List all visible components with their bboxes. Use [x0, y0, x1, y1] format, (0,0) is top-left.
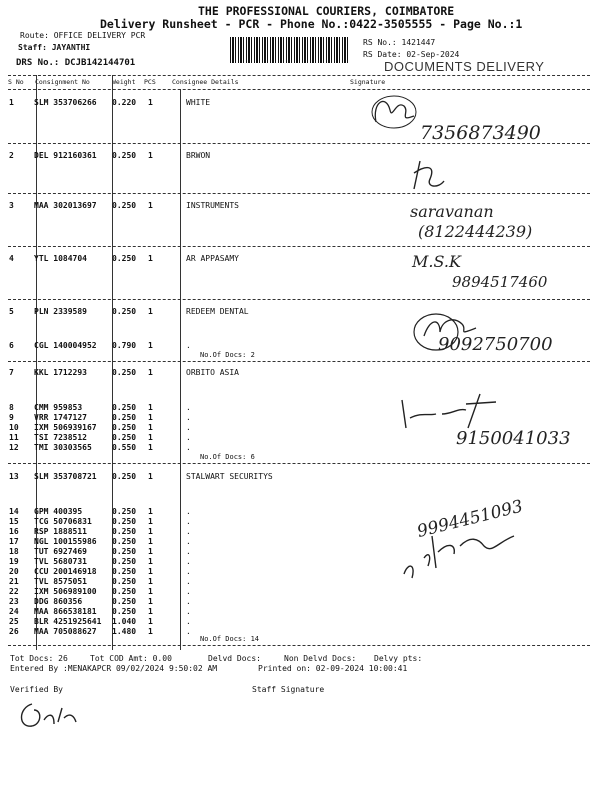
row-consignment-number: TVL 8575051: [34, 577, 87, 586]
docs-count-group-3: No.Of Docs: 14: [200, 635, 260, 643]
row-pieces: 1: [148, 341, 153, 350]
col-signature: Signature: [350, 78, 386, 86]
row-pieces: 1: [148, 307, 153, 316]
row-consignment-number: BLR 4251925641: [34, 617, 102, 626]
row-weight: 0.250: [112, 587, 137, 596]
consignee-dot: .: [186, 403, 191, 412]
row-weight: 0.250: [112, 151, 137, 160]
row-pieces: 1: [148, 507, 153, 516]
handwritten-phone-7: 9150041033: [456, 428, 571, 449]
row-weight: 0.250: [112, 368, 137, 377]
row-serial-number: 10: [9, 423, 19, 432]
row-consignment-number: KKL 1712293: [34, 368, 87, 377]
docs-count-group-2: No.Of Docs: 6: [200, 453, 255, 461]
delivered-docs: Delvd Docs:: [208, 654, 261, 663]
consignee-dot: .: [186, 607, 191, 616]
row-pieces: 1: [148, 557, 153, 566]
header-bottom-rule: [8, 89, 590, 90]
row-weight: 0.250: [112, 537, 137, 546]
row-weight: 1.040: [112, 617, 137, 626]
row-pieces: 1: [148, 517, 153, 526]
row-weight: 0.250: [112, 577, 137, 586]
row-pieces: 1: [148, 537, 153, 546]
row-pieces: 1: [148, 567, 153, 576]
handwritten-phone-5: 9092750700: [438, 334, 553, 355]
row-consignment-number: YTL 1084704: [34, 254, 87, 263]
row-pieces: 1: [148, 547, 153, 556]
consignee-dot: .: [186, 627, 191, 636]
table-bottom-rule: [8, 645, 590, 646]
row-pieces: 1: [148, 423, 153, 432]
row-serial-number: 3: [9, 201, 14, 210]
row-consignment-number: MAA 705088627: [34, 627, 97, 636]
consignee-dot: .: [186, 433, 191, 442]
row-serial-number: 17: [9, 537, 19, 546]
consignee-3: INSTRUMENTS: [186, 201, 239, 210]
row-weight: 0.790: [112, 341, 137, 350]
row-serial-number: 11: [9, 433, 19, 442]
route-label: Route: OFFICE DELIVERY PCR: [20, 31, 146, 40]
non-delivered-docs: Non Delvd Docs:: [284, 654, 357, 663]
row-weight: 0.250: [112, 433, 137, 442]
row-consignment-number: MAA 302013697: [34, 201, 97, 210]
row-weight: 0.250: [112, 472, 137, 481]
barcode-image: [230, 37, 350, 63]
row-weight: 0.250: [112, 547, 137, 556]
consignee-dot: .: [186, 443, 191, 452]
row-serial-number: 6: [9, 341, 14, 350]
staff-signature-label: Staff Signature: [252, 685, 325, 694]
row-consignment-number: TSI 7238512: [34, 433, 87, 442]
row-serial-number: 12: [9, 443, 19, 452]
row-pieces: 1: [148, 627, 153, 636]
col-consignee: Consignee Details: [172, 78, 239, 86]
row-serial-number: 19: [9, 557, 19, 566]
col-pcs: PCS: [144, 78, 156, 86]
row-pieces: 1: [148, 413, 153, 422]
rs-date: RS Date: 02-Sep-2024: [363, 50, 460, 59]
row-serial-number: 1: [9, 98, 14, 107]
row-consignment-number: VRR 1747127: [34, 413, 87, 422]
consignee-7: ORBITO ASIA: [186, 368, 239, 377]
entered-by: Entered By :MENAKAPCR 09/02/2024 9:50:02 AM: [10, 664, 218, 673]
row-pieces: 1: [148, 403, 153, 412]
consignee-13: STALWART SECURITYS: [186, 472, 273, 481]
row-consignment-number: GPM 400395: [34, 507, 83, 516]
row-rule-2: [8, 193, 590, 194]
row-weight: 0.250: [112, 597, 137, 606]
row-pieces: 1: [148, 617, 153, 626]
row-serial-number: 18: [9, 547, 19, 556]
row-consignment-number: DDG 860356: [34, 597, 83, 606]
total-cod-amount: Tot COD Amt: 0.00: [90, 654, 172, 663]
row-rule-6: [8, 463, 590, 464]
consignee-dot: .: [186, 577, 191, 586]
row-serial-number: 16: [9, 527, 19, 536]
consignee-5: REDEEM DENTAL: [186, 307, 249, 316]
consignee-dot: .: [186, 567, 191, 576]
consignee-2: BRWON: [186, 151, 211, 160]
consignee-dot: .: [186, 413, 191, 422]
row-consignment-number: CGL 140004952: [34, 341, 97, 350]
row-pieces: 1: [148, 254, 153, 263]
consignee-1: WHITE: [186, 98, 211, 107]
verified-by-label: Verified By: [10, 685, 63, 694]
handwritten-phone-3: (8122444239): [418, 222, 533, 241]
row-pieces: 1: [148, 98, 153, 107]
row-serial-number: 5: [9, 307, 14, 316]
row-rule-5: [8, 361, 590, 362]
consignee-dot: .: [186, 517, 191, 526]
row-serial-number: 23: [9, 597, 19, 606]
row-pieces: 1: [148, 607, 153, 616]
consignee-4: AR APPASAMY: [186, 254, 239, 263]
row-serial-number: 4: [9, 254, 14, 263]
row-weight: 0.250: [112, 423, 137, 432]
row-pieces: 1: [148, 597, 153, 606]
handwritten-name-4: M.S.K: [412, 252, 461, 271]
handwritten-name-3: saravanan: [410, 202, 494, 221]
row-serial-number: 25: [9, 617, 19, 626]
row-weight: 1.480: [112, 627, 137, 636]
row-weight: 0.550: [112, 443, 137, 452]
row-consignment-number: CCU 200146918: [34, 567, 97, 576]
row-serial-number: 7: [9, 368, 14, 377]
handwritten-phone-13: 9994451093: [415, 496, 525, 542]
row-pieces: 1: [148, 368, 153, 377]
row-weight: 0.250: [112, 413, 137, 422]
consignee-6-dot: .: [186, 341, 191, 350]
rs-number: RS No.: 1421447: [363, 38, 436, 47]
row-consignment-number: SLM 353708721: [34, 472, 97, 481]
row-weight: 0.250: [112, 307, 137, 316]
consignee-dot: .: [186, 527, 191, 536]
col-divider-3: [180, 89, 181, 650]
row-serial-number: 9: [9, 413, 14, 422]
row-pieces: 1: [148, 577, 153, 586]
row-serial-number: 21: [9, 577, 19, 586]
row-weight: 0.250: [112, 403, 137, 412]
row-consignment-number: CMM 959853: [34, 403, 83, 412]
consignee-dot: .: [186, 423, 191, 432]
row-pieces: 1: [148, 472, 153, 481]
row-consignment-number: TMI 30303565: [34, 443, 92, 452]
row-weight: 0.250: [112, 201, 137, 210]
total-docs: Tot Docs: 26: [10, 654, 68, 663]
row-weight: 0.250: [112, 567, 137, 576]
row-weight: 0.220: [112, 98, 137, 107]
col-consignment: Consignment No: [35, 78, 90, 86]
header-top-rule: [8, 75, 590, 76]
row-consignment-number: RSP 1888511: [34, 527, 87, 536]
consignee-dot: .: [186, 547, 191, 556]
staff-label: Staff: JAYANTHI: [18, 43, 91, 52]
row-rule-3: [8, 246, 590, 247]
row-pieces: 1: [148, 201, 153, 210]
docs-count-group-1: No.Of Docs: 2: [200, 351, 255, 359]
row-weight: 0.250: [112, 557, 137, 566]
col-weight: Weight: [112, 78, 136, 86]
row-weight: 0.250: [112, 507, 137, 516]
handwritten-signature-2: [408, 155, 458, 199]
verifier-signature: [14, 694, 84, 738]
row-serial-number: 2: [9, 151, 14, 160]
row-weight: 0.250: [112, 607, 137, 616]
row-rule-4: [8, 299, 590, 300]
row-weight: 0.250: [112, 517, 137, 526]
row-pieces: 1: [148, 527, 153, 536]
printed-on: Printed on: 02-09-2024 10:00:41: [258, 664, 408, 673]
row-serial-number: 8: [9, 403, 14, 412]
documents-delivery-stamp: DOCUMENTS DELIVERY: [384, 59, 545, 74]
row-consignment-number: TCG 50706831: [34, 517, 92, 526]
row-pieces: 1: [148, 587, 153, 596]
col-sno: S No: [8, 78, 24, 86]
consignee-dot: .: [186, 537, 191, 546]
consignee-dot: .: [186, 557, 191, 566]
row-consignment-number: TUT 6927469: [34, 547, 87, 556]
row-consignment-number: SLM 353706266: [34, 98, 97, 107]
row-serial-number: 22: [9, 587, 19, 596]
company-title: THE PROFESSIONAL COURIERS, COIMBATORE: [198, 4, 455, 18]
row-consignment-number: IXM 506989100: [34, 587, 97, 596]
row-consignment-number: PLN 2339589: [34, 307, 87, 316]
row-serial-number: 13: [9, 472, 19, 481]
row-serial-number: 20: [9, 567, 19, 576]
row-consignment-number: NGL 100155986: [34, 537, 97, 546]
row-consignment-number: DEL 912160361: [34, 151, 97, 160]
runsheet-title: Delivery Runsheet - PCR - Phone No.:0422-3505555 - Page No.:1: [100, 17, 523, 31]
consignee-dot: .: [186, 587, 191, 596]
row-weight: 0.250: [112, 254, 137, 263]
row-serial-number: 26: [9, 627, 19, 636]
handwritten-phone-4: 9894517460: [452, 273, 548, 291]
row-consignment-number: TVL 5680731: [34, 557, 87, 566]
handwritten-signature-1: [368, 92, 428, 136]
row-serial-number: 24: [9, 607, 19, 616]
row-consignment-number: MAA 866538181: [34, 607, 97, 616]
row-pieces: 1: [148, 433, 153, 442]
drs-number: DRS No.: DCJB142144701: [16, 58, 136, 68]
row-pieces: 1: [148, 151, 153, 160]
delivery-points: Delvy pts:: [374, 654, 423, 663]
row-consignment-number: IXM 506939167: [34, 423, 97, 432]
row-serial-number: 15: [9, 517, 19, 526]
handwritten-phone-1: 7356873490: [420, 122, 541, 144]
row-serial-number: 14: [9, 507, 19, 516]
consignee-dot: .: [186, 597, 191, 606]
row-weight: 0.250: [112, 527, 137, 536]
consignee-dot: .: [186, 617, 191, 626]
consignee-dot: .: [186, 507, 191, 516]
row-pieces: 1: [148, 443, 153, 452]
